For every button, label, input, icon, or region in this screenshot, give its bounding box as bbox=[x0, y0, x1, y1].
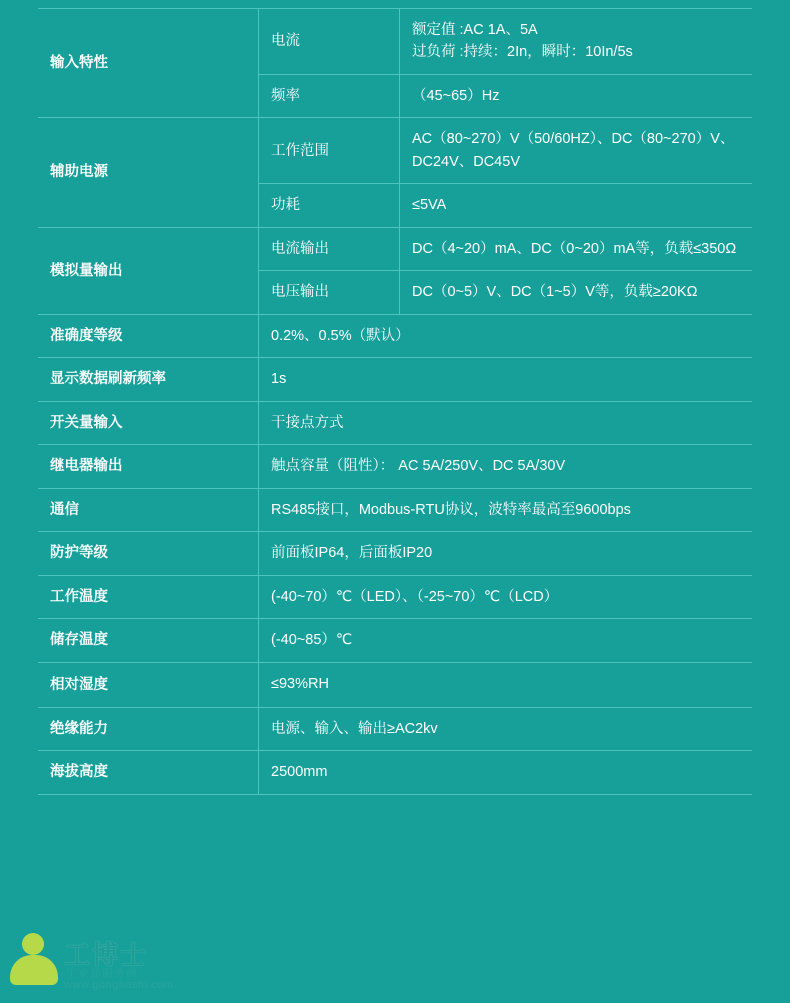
row-value: 触点容量（阻性）： AC 5A/250V、DC 5A/30V bbox=[259, 445, 753, 488]
value-line: 额定值 :AC 1A、5A bbox=[412, 22, 538, 38]
table-row bbox=[38, 662, 752, 707]
row-value: (-40~85）℃ bbox=[259, 619, 753, 662]
row-category: 准确度等级 bbox=[38, 314, 259, 357]
watermark-url: www.gongboshi.com bbox=[64, 979, 174, 991]
row-value: RS485接口，Modbus-RTU协议，波特率最高至9600bps bbox=[259, 488, 753, 531]
row-value: 电源、输入、输出≥AC2kv bbox=[259, 707, 753, 750]
table-row bbox=[38, 751, 752, 794]
row-subcategory: 工作范围 bbox=[259, 118, 400, 184]
row-value: 干接点方式 bbox=[259, 401, 753, 444]
row-value: 前面板IP64，后面板IP20 bbox=[259, 532, 753, 575]
table-row bbox=[38, 314, 752, 357]
row-category: 通信 bbox=[38, 488, 259, 531]
row-category: 相对湿度 bbox=[38, 662, 259, 707]
row-category: 开关量输入 bbox=[38, 401, 259, 444]
row-subcategory: 功耗 bbox=[259, 184, 400, 227]
table-row bbox=[38, 401, 752, 444]
row-value: 1s bbox=[259, 358, 753, 401]
row-category: 模拟量输出 bbox=[38, 227, 259, 314]
row-value: （45~65）Hz bbox=[400, 74, 753, 117]
table-row bbox=[38, 707, 752, 750]
row-category: 海拔高度 bbox=[38, 751, 259, 794]
value-line: 过负荷 :持续：2In，瞬时：10In/5s bbox=[412, 44, 633, 61]
row-subcategory: 电流 bbox=[259, 9, 400, 75]
table-row bbox=[38, 488, 752, 531]
table-row bbox=[38, 575, 752, 618]
table-row bbox=[38, 227, 752, 270]
row-value: DC（4~20）mA、DC（0~20）mA等，负载≤350Ω bbox=[400, 227, 753, 270]
row-subcategory: 电流输出 bbox=[259, 227, 400, 270]
row-category: 继电器输出 bbox=[38, 445, 259, 488]
row-category: 显示数据刷新频率 bbox=[38, 358, 259, 401]
row-value: 2500mm bbox=[259, 751, 753, 794]
table-row bbox=[38, 358, 752, 401]
row-category: 绝缘能力 bbox=[38, 707, 259, 750]
row-category: 储存温度 bbox=[38, 619, 259, 662]
watermark bbox=[8, 927, 238, 997]
brand-logo-icon bbox=[8, 933, 60, 989]
watermark-brand: 工博士 bbox=[64, 940, 149, 970]
table-row bbox=[38, 118, 752, 184]
row-category: 工作温度 bbox=[38, 575, 259, 618]
value-line: AC（80~270）V（50/60HZ）、DC（80~270）V、 bbox=[412, 131, 735, 148]
row-value: ≤93%RH bbox=[259, 662, 753, 707]
table-row bbox=[38, 445, 752, 488]
row-value: 0.2%、0.5%（默认） bbox=[259, 314, 753, 357]
table-row bbox=[38, 9, 752, 75]
row-value: (-40~70）℃（LED）、（-25~70）℃（LCD） bbox=[259, 575, 753, 618]
row-value bbox=[400, 118, 753, 184]
watermark-tagline: 工业品服务商 bbox=[66, 968, 138, 980]
table-row bbox=[38, 532, 752, 575]
table-row bbox=[38, 619, 752, 662]
specification-table bbox=[38, 8, 752, 795]
row-category: 辅助电源 bbox=[38, 118, 259, 227]
row-category: 输入特性 bbox=[38, 9, 259, 118]
row-value: ≤5VA bbox=[400, 184, 753, 227]
row-category: 防护等级 bbox=[38, 532, 259, 575]
value-line: DC24V、DC45V bbox=[412, 153, 520, 170]
row-value: DC（0~5）V、DC（1~5）V等，负载≥20KΩ bbox=[400, 271, 753, 314]
row-subcategory: 频率 bbox=[259, 74, 400, 117]
row-subcategory: 电压输出 bbox=[259, 271, 400, 314]
row-value bbox=[400, 9, 753, 75]
